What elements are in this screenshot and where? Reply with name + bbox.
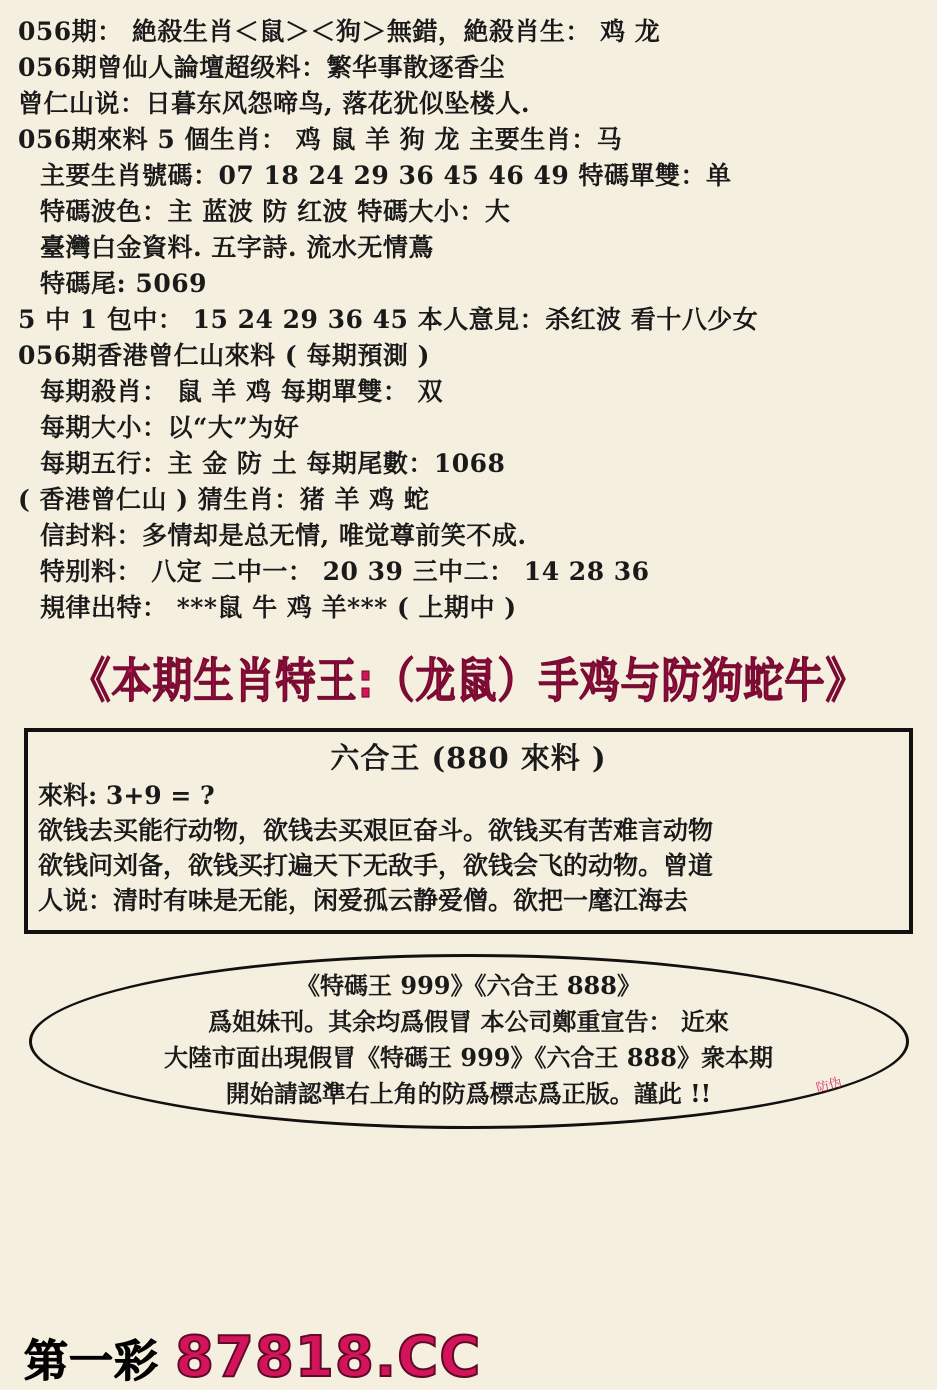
box-line: 欲钱去买能行动物，欲钱去买艰叵奋斗。欲钱买有苦难言动物 [38,816,714,845]
text-line: 056期香港曾仁山來料 ( 每期預測 ) [18,341,430,370]
text-line: 信封料：多情却是总无情, 唯觉尊前笑不成. [40,521,527,550]
text-line: 每期五行：主 金 防 土 每期尾數：1068 [40,449,506,478]
text-line: 每期殺肖： 鼠 羊 鸡 每期單雙： 双 [40,377,444,406]
text-line: 臺灣白金資料. 五字詩. 流水无情蔦 [40,233,434,262]
text-line: 056期： 絶殺生肖＜鼠＞＜狗＞無錯，絶殺肖生： 鸡 龙 [18,17,661,46]
text-line: 主要生肖號碼：07 18 24 29 36 45 46 49 特碼單雙：单 [40,161,732,190]
text-line: 056期曾仙人論壇超级料：繁华事散逐香尘 [18,53,506,82]
box-line: 欲钱问刘备，欲钱买打遍天下无敌手，欲钱会飞的动物。曾道 [38,851,714,880]
box-line: 人说：清时有味是无能，闲爱孤云静爱僧。欲把一麾江海去 [38,886,689,915]
text-line: 規律出特： ***鼠 牛 鸡 羊*** ( 上期中 ) [40,593,517,622]
site-url[interactable]: 87818.CC [175,1324,482,1390]
box-line: 來料: 3+9 = ? [38,781,215,810]
notice-content [29,954,909,1129]
text-line: 特别料： 八定 二中一： 20 39 三中二： 14 28 36 [40,557,650,586]
box-title: 六合王 (880 來料 ) [330,741,607,775]
header-text-block [18,14,919,626]
anti-counterfeit-notice [29,954,909,1129]
notice-line: 大陸市面出現假冒《特碼王 999》《六合王 888》衆本期 [164,1043,773,1072]
anti-counterfeit-stamp-icon: 防伪 [814,1075,844,1097]
text-line: 每期大小：以“大”为好 [40,413,300,442]
site-brand: 第一彩 [24,1336,159,1387]
notice-line: 開始請認準右上角的防爲標志爲正版。謹此 !! [225,1079,712,1108]
text-line: ( 香港曾仁山 ) 猜生肖：猪 羊 鸡 蛇 [18,485,430,514]
liuhe-king-box [24,728,913,934]
notice-line: 爲姐妹刊。其余均爲假冒 本公司鄭重宣告： 近來 [208,1007,729,1036]
text-line: 5 中 1 包中： 15 24 29 36 45 本人意見：杀红波 看十八少女 [18,305,759,334]
text-line: 特碼波色：主 蓝波 防 红波 特碼大小：大 [40,197,511,226]
footer-bar [0,1326,937,1388]
text-line: 曾仁山说：日暮东风怨啼鸟, 落花犹似坠楼人. [18,89,531,118]
banner-headline: 《本期生肖特王:（龙鼠）手鸡与防狗蛇牛》 [70,654,867,709]
notice-line: 《特碼王 999》《六合王 888》 [296,971,641,1000]
text-line: 056期來料 5 個生肖： 鸡 鼠 羊 狗 龙 主要生肖：马 [18,125,623,154]
text-line: 特碼尾: 5069 [40,269,208,298]
